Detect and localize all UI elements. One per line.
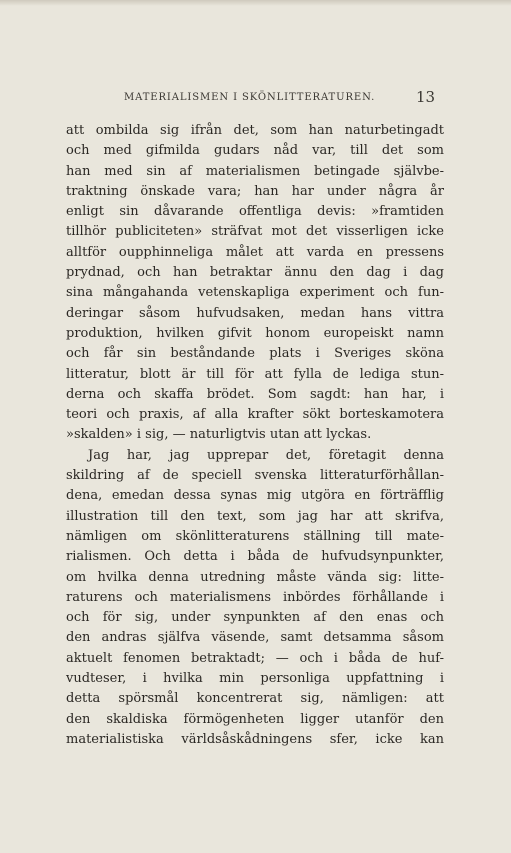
text-line: vudteser, i hvilka min personliga uppfattning i <box>66 671 444 687</box>
text-line: »skalden» i sig, — naturligtvis utan att lyckas. <box>66 427 372 443</box>
text-line: aktuelt fenomen betraktadt; — och i båda de huf- <box>66 650 444 666</box>
text-line: dena, emedan dessa synas mig utgöra en förträfflig <box>66 488 444 504</box>
text-line: derna och skaffa brödet. Som sagdt: han har, i <box>66 386 444 402</box>
text-line: om hvilka denna utredning måste vända sig: litte- <box>66 569 444 585</box>
paragraph-start-line: Jag har, jag upprepar det, företagit denna <box>88 447 444 463</box>
text-line: sina mångahanda vetenskapliga experiment och fun- <box>66 285 444 301</box>
page-header <box>0 88 511 108</box>
text-line: den skaldiska förmögenheten ligger utanför den <box>66 711 444 727</box>
text-line: nämligen om skönlitteraturens ställning till mate- <box>66 528 444 544</box>
running-head: MATERIALISMEN I SKÖNLITTERATUREN. <box>124 92 376 103</box>
text-line: teori och praxis, af alla krafter sökt borteskamotera <box>66 407 444 423</box>
text-line: detta spörsmål koncentrerat sig, nämligen: att <box>66 691 444 707</box>
text-line: skildring af de speciell svenska litteraturförhållan- <box>66 468 444 484</box>
text-line: illustration till den text, som jag har att skrifva, <box>66 508 444 524</box>
text-line: materialistiska världsåskådningens sfer, icke kan <box>66 731 444 747</box>
text-line: och för sig, under synpunkten af den enas och <box>66 610 444 626</box>
text-line: och med gifmilda gudars nåd var, till det som <box>66 143 444 159</box>
text-line: litteratur, blott är till för att fylla de lediga stun- <box>66 366 444 382</box>
text-line: traktning önskade vara; han har under några år <box>66 183 444 199</box>
text-line: raturens och materialismens inbördes förhållande i <box>66 589 444 605</box>
text-line: den andras själfva väsende, samt detsamma såsom <box>66 630 444 646</box>
text-line: produktion, hvilken gifvit honom europeiskt namn <box>66 325 444 341</box>
text-line: deringar såsom hufvudsaken, medan hans vittra <box>66 305 444 321</box>
text-line: enligt sin dåvarande offentliga devis: »framtiden <box>66 204 444 220</box>
text-line: och får sin beståndande plats i Sveriges sköna <box>66 346 444 362</box>
text-line: han med sin af materialismen betingade självbe- <box>66 163 444 179</box>
text-line: alltför oupphinneliga målet att varda en pressens <box>66 244 444 260</box>
text-line: tillhör publiciteten» sträfvat mot det visserligen icke <box>66 224 444 240</box>
body-text <box>66 121 444 750</box>
text-line: rialismen. Och detta i båda de hufvudsynpunkter, <box>66 549 444 565</box>
text-line: prydnad, och han betraktar ännu den dag i dag <box>66 265 444 281</box>
page-number: 13 <box>416 88 436 106</box>
text-line: att ombilda sig ifrån det, som han naturbetingadt <box>66 123 444 138</box>
